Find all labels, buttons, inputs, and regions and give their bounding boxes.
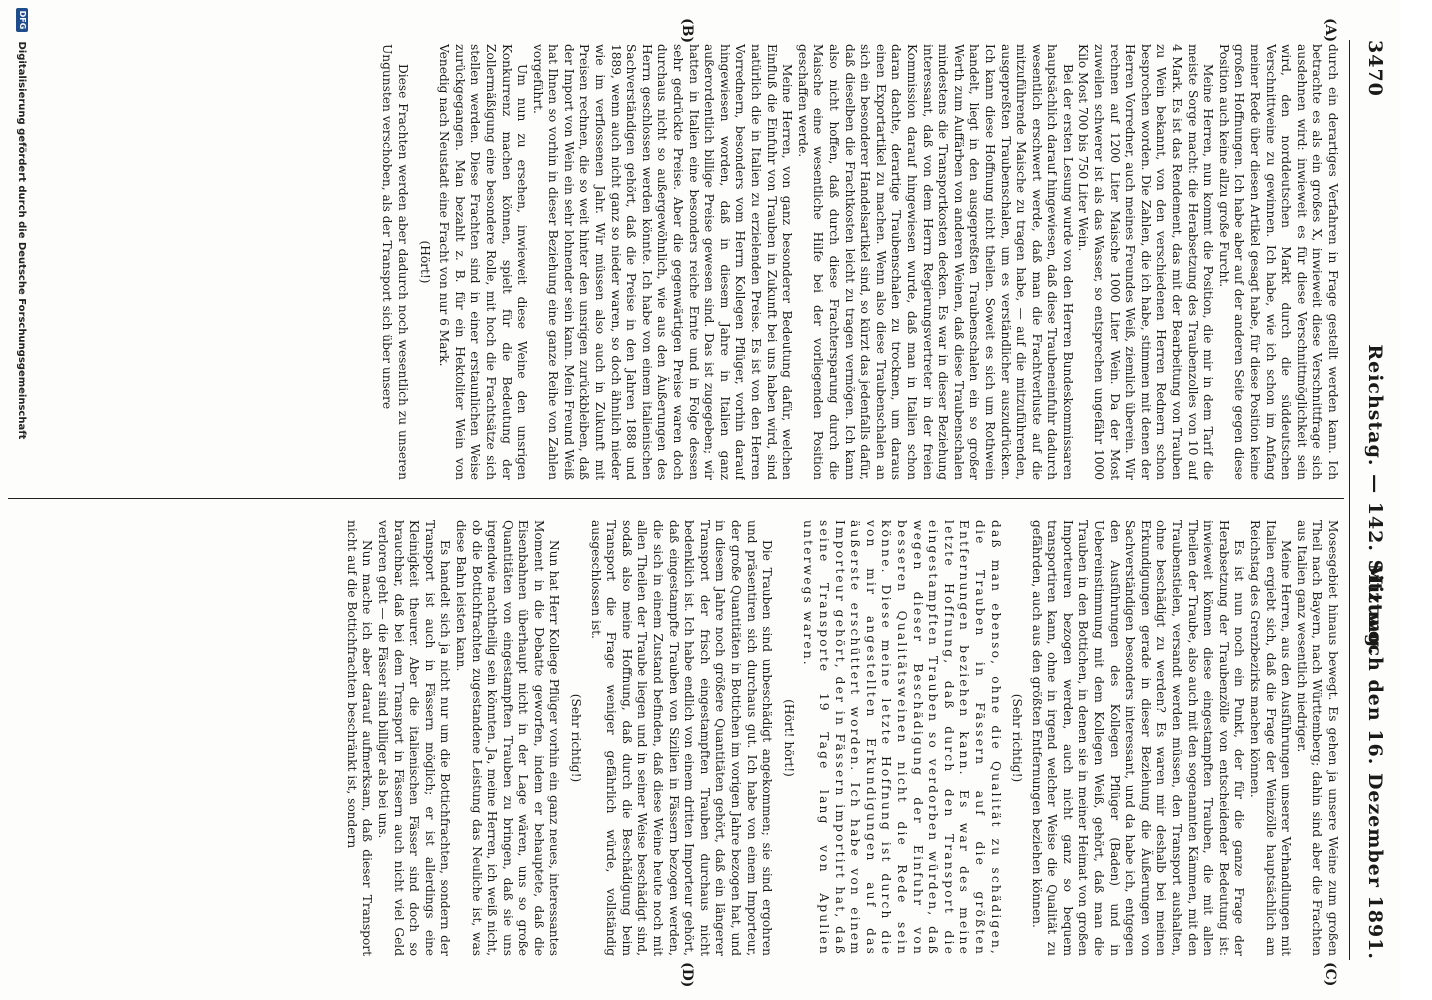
paragraph: Nun mache ich aber darauf aufmerksam, daß dieser Transport nicht auf die Bottichfrachten beschränkt ist, sondern [344,520,375,956]
left-text-column [40,44,1340,480]
paragraph: Diese Frachten werden aber dadurch noch wesentlich zu unseren Ungunsten verschoben, als der Transport sich über unsere [380,44,410,480]
paragraph: Meine Herren, aus den Ausführungen unserer Verhandlungen mit Italien ergiebt sich, daß die Frage der Weinzölle hauptsächlich am Reichstag des Grenzbezirks machen können. [1248,520,1294,956]
margin-mark-a: (A) [1322,18,1338,43]
margin-mark-b: (B) [679,18,695,44]
interjection: (Hört!) [417,240,432,284]
margin-mark-c: (C) [1322,962,1338,987]
session-date: Mittwoch den 16. Dezember 1891. [1364,563,1386,960]
interjection: (Hört! hört!) [781,699,796,777]
paragraph: Es ist nun noch ein Punkt, der für die ganze Frage der Herabsetzung der Traubenzölle von entscheidender Bedeutung ist: inwieweit können diese eingestampften Trauben, die mit allen Theilen der Traube, also auch mit den sogenannten Kämmen, mit den Traubenstielen, versandt werden müssen, den Transport aushalten, ohne beschädigt zu werden? Es waren mir deshalb bei meinen Erkundigungen gerade in dieser Beziehung die Äußerungen von Sachverständigen besonders interessant, und da habe ich, entgegen den Ausführungen des Kollegen Pflüger (Baden) und in Uebereinstimmung mit dem Kollegen Weiß, gehört, daß man die Trauben in den Bottichen, in denen sie in meiner Heimat von großen Importeuren bezogen werden, auch nicht ganz so bequem transportiren kann, ohne in irgend welcher Weise die Qualität zu gefährden, auch aus den größten Entfernungen beziehen können. [1029,520,1247,956]
paragraph: Um nun zu ersehen, inwieweit diese Weine den unsrigen Konkurrenz machen können, spielt für die Bedeutung der Zollermäßigung eine besondere Rolle, mit hoch die Frachtsätze sich stellen werden. Diese Frachten sind in einer erstaunlichen Weise zurückgegangen. Man bezahlt z. B. für ein Hektoliter Wein von Venedig nach Neustadt eine Fracht von nur 6 Mark. [437,44,530,480]
paragraph: Nun hat Herr Kollege Pflüger vorhin ein ganz neues, interessantes Moment in die Debatte geworfen, indem er behauptete, daß die Eisenbahnen überhaupt nicht in der Lage wären, uns so große Quantitäten von eingestampften Trauben zu bringen, daß sie uns irgendwie nachtheilig sein könnten. Ja, meine Herren, ich weiß nicht, ob die Bottichfrachten zugestandene Leistung das Neuliche ist, was diese Bahn leisten kann. [453,520,562,956]
dfg-logo: DFG [16,8,28,32]
digitization-footer [6,8,28,998]
paragraph: Die Trauben sind unbeschädigt angekommen; sie sind ergohren und präsentiren sich durchaus gut. Ich habe von einem Importeur, der große Quantitäten in Bottichen im vorigen Jahre bezogen hat, und in diesem Jahre noch größere Quantitäten gehört, daß ein längerer Transport der frisch eingestampften Trauben durchaus nicht bedenklich ist. Ich habe endlich von einem dritten Importeur gehört, daß eingestampfte Trauben von Sizilien in Fässern bezogen werden, die sich in einem Zustand befinden, daß diese Weine heute noch mit allen Theilen der Traube liegen und in seiner Weise beschädigt sind, sodaß also meine Hoffnung, daß durch die Beschädigung beim Transport die Frage weniger gefährlich würde, vollständig ausgeschlossen ist. [588,520,775,956]
page-header [1356,40,1386,960]
footer-text: Digitalisierung gefördert durch die Deutsche Forschungsgemeinschaft [16,41,27,440]
right-text-column [40,520,1340,956]
paragraph: durch ein derartiges Verfahren in Frage gestellt werden kann. Ich betrachte es als ein großes X, inwieweit diese Verschnittfrage sich ausdehnen wird: inwieweit es für diese Verschnittmöglichkeit sein wird, den norddeutschen Markt durch die süddeutschen Verschnittweine zu gewinnen. Ich habe, wie ich schon im Anfang meiner Rede über diesen Artikel gesagt habe, für diese Position keine großen Hoffnungen. Ich habe aber auf der anderen Seite gegen diese Position auch keine allzu große Furcht. [1216,44,1340,480]
paragraph: Es handelt sich ja nicht nur um die Bottichfrachten, sondern der Transport ist auch in Fässern möglich; er ist allerdings eine Kleinigkeit theurer. Aber die italienischen Fässer sind doch so brauchbar, daß bei dem Transport in Fässern auch nicht viel Geld verloren geht — die Fässer sind billiger als bei uns. [375,520,453,956]
header-rule [1349,40,1350,960]
interjection: (Sehr richtig!) [569,693,584,783]
page-number: 3470 [1364,40,1386,97]
margin-mark-d: (D) [679,962,695,988]
paragraph: daß man ebenso, ohne die Qualität zu schädigen, die Trauben in Fässern auf die größten Entfernungen beziehen kann. Es war des meine letzte Hoffnung, daß durch den Transport die eingestampften Trauben so verdorben würden, daß wegen dieser Beschädigung der Einfuhr von besseren Qualitätsweinen nicht die Rede sein könne. Diese meine letzte Hoffnung ist durch die von mir angestellten Erkundigungen auf das äußerste erschüttert worden. Ich habe von einem Importeur gehört, der in Fässern importirt hat, daß seine Transporte 19 Tage lang von Apulien unterwegs waren. [801,520,1003,956]
paragraph: Bei der ersten Lesung wurde von den Herren Bundeskommissaren hauptsächlich darauf hingewiesen, daß diese Traubeneinfuhr dadurch wesentlich erschwert werde, daß man die Frachtverluste auf die mitzuführende Maische zu tragen habe, — auf die mitzuführenden, ausgepreßten Traubenschalen, um es verständlicher auszudrücken. Ich kann diese Hoffnung nicht theilen. Soweit es sich um Rothwein handelt, liegt in den ausgepreßten Traubenschalen ein so großer Werth zum Auffärben von anderen Weinen, daß diese Traubenschalen mindestens die Transportkosten decken. Es war in dieser Beziehung interessant, daß von dem Herrn Regierungsvertreter in der freien Kommission darauf hingewiesen wurde, daß man in Italien schon daran dachte, derartige Traubenschalen zu trocknen, um daraus einen Exportartikel zu machen. Wenn also diese Traubenschalen an sich ein besonderer Handelsartikel sind, so kürzt das jedenfalls dafür, daß dieselben die Frachtkosten leicht zu tragen vermögen. Ich kann also nicht hoffen, daß durch diese Frachtersparung durch die Maische eine wesentliche Hilfe bei der vorliegenden Position geschaffen werde. [795,44,1075,480]
column-divider [8,498,1344,499]
paragraph: Meine Herren, von ganz besonderer Bedeutung dafür, welchen Einfluß die Einfuhr von Trauben in Zukunft bei uns haben wird, sind natürlich die in Italien zu erzielenden Preise. Es ist von den Herren Vorrednern, besonders vom Herrn Kollegen Pflüger, vorhin darauf hingewiesen worden, daß in diesem Jahre in Italien ganz außerordentlich billige Preise gewesen sind. Das ist zugegeben; wir hatten in Italien eine besonders reiche Ernte und in Folge dessen sehr gedrückte Preise. Aber die gegenwärtigen Preise waren doch durchaus nicht so außergewöhnlich, wie aus den Äußerungen des Herrn geschlossen werden könnte. Ich habe von einem italienischen Sachverständigen gehört, daß die Preise in den Jahren 1888 und 1889, wenn auch nicht ganz so nieder waren, so doch ähnlich nieder wie im verflossenen Jahr. Wir müssen also auch in Zukunft mit Preisen rechnen, die so weit hinter den unsrigen zurückbleiben, daß der Import von Wein ein sehr lohnender sein kann. Mein Freund Weiß hat Ihnen so vorhin in dieser Beziehung eine ganze Reihe von Zahlen vorgeführt. [530,44,795,480]
paragraph: Meine Herren, nun kommt die Position, die mir in dem Tarif die meiste Sorge macht: die Herabsetzung des Traubenzolles von 10 auf 4 Mark. Es ist das Rendement, das mit der Bearbeitung von Trauben zu Wein bekannt, von den verschiedenen Herren Rednern schon besprochen worden. Die Zahlen, die ich habe, stimmen mit denen der Herren Vorredner, auch meines Freundes Weiß, ziemlich überein. Wir rechnen auf 1200 Liter Maische 1000 Liter Wein. Da der Most zuweilen schwerer ist als das Wasser, so entsprechen ungefähr 1000 Kilo Most 700 bis 750 Liter Wein. [1076,44,1216,480]
interjection: (Sehr richtig!) [1010,693,1025,783]
running-title: Reichstag. — 142. Sitzung. [1364,344,1386,656]
paragraph: Mosesgebiet hinaus bewegt. Es gehen ja unsere Weine zum großen Theil nach Bayern, nach Württemberg; dahin sind aber die Frachten aus Italien ganz wesentlich niedriger. [1294,520,1340,956]
